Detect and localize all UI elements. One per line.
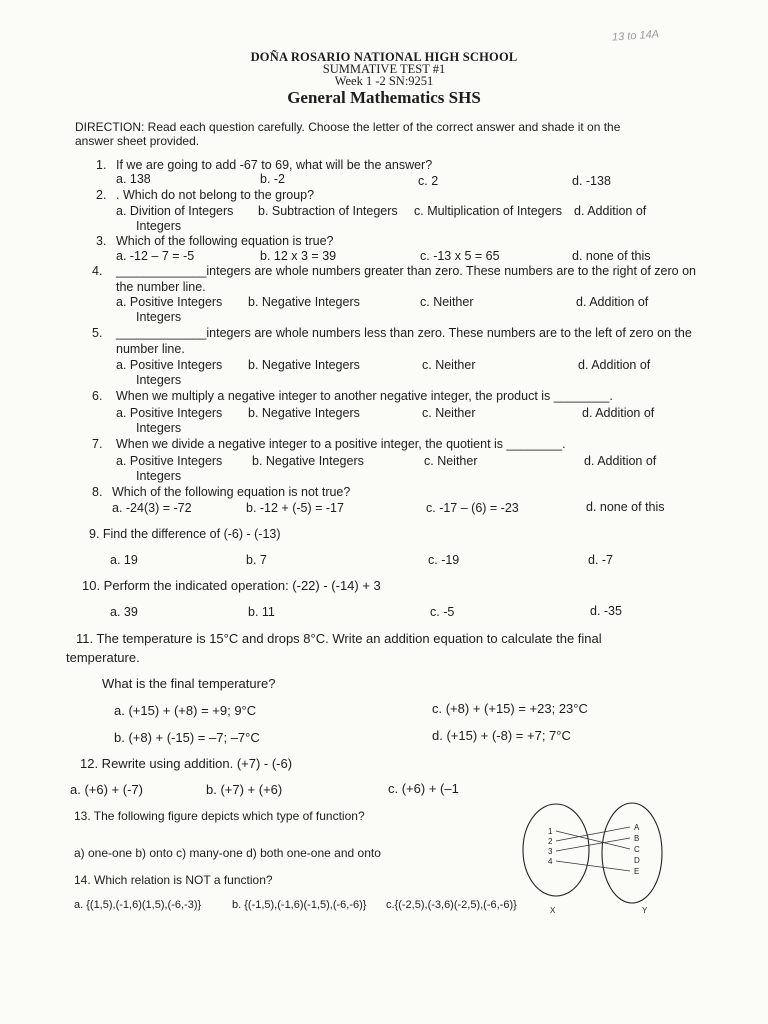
q4-text: _____________integers are whole numbers greater than zero. These numbers are to the right of zero on — [116, 264, 696, 278]
q7-continuation: Integers — [136, 469, 182, 483]
mapping-arrow — [556, 861, 630, 871]
q7-option-b: b. Negative Integers — [252, 454, 364, 468]
q9-option-d: d. -7 — [588, 553, 614, 567]
q10-text: 10. Perform the indicated operation: (-22) - (-14) + 3 — [82, 578, 381, 593]
q4-continuation: Integers — [136, 310, 182, 324]
q14-text: 14. Which relation is NOT a function? — [74, 873, 273, 887]
q6-option-d: d. Addition of — [582, 406, 655, 420]
q2-number: 2. — [96, 188, 107, 202]
q9-text: 9. Find the difference of (-6) - (-13) — [89, 527, 281, 541]
q13-options: a) one-one b) onto c) many-one d) both one-one and onto — [74, 846, 381, 860]
q13-text: 13. The following figure depicts which type of function? — [74, 809, 365, 823]
q10-option-d: d. -35 — [590, 604, 622, 618]
q2-option-b: b. Subtraction of Integers — [258, 204, 398, 218]
q5-option-a: a. Positive Integers — [116, 358, 223, 372]
q4-option-b: b. Negative Integers — [248, 295, 360, 309]
q6-option-a: a. Positive Integers — [116, 406, 223, 420]
test-title: SUMMATIVE TEST #1 — [322, 62, 446, 76]
direction-line-2: answer sheet provided. — [75, 134, 200, 148]
q11-subquestion: What is the final temperature? — [102, 676, 276, 691]
q5-option-d: d. Addition of — [578, 358, 651, 372]
domain-oval — [523, 804, 589, 896]
q3-text: Which of the following equation is true? — [116, 234, 334, 248]
q11-text: 11. The temperature is 15°C and drops 8°C. Write an addition equation to calculate the final — [76, 631, 602, 646]
q9-option-b: b. 7 — [246, 553, 267, 567]
q10-option-c: c. -5 — [430, 605, 455, 619]
domain-item-3: 3 — [548, 847, 553, 856]
q1-option-b: b. -2 — [260, 172, 286, 186]
q11-option-d: d. (+15) + (-8) = +7; 7°C — [432, 728, 571, 743]
q12-option-b: b. (+7) + (+6) — [206, 782, 283, 797]
q8-option-c: c. -17 – (6) = -23 — [426, 501, 519, 515]
q7-option-c: c. Neither — [424, 454, 478, 468]
q4-text-line2: the number line. — [116, 280, 206, 294]
q8-option-b: b. -12 + (-5) = -17 — [246, 501, 344, 515]
q8-option-a: a. -24(3) = -72 — [112, 501, 192, 515]
codomain-item-D: D — [634, 856, 640, 865]
mapping-diagram — [510, 800, 680, 920]
q3-number: 3. — [96, 234, 107, 248]
codomain-item-C: C — [634, 845, 640, 854]
codomain-item-B: B — [634, 834, 640, 843]
q4-option-d: d. Addition of — [576, 295, 649, 309]
q7-number: 7. — [92, 437, 103, 451]
codomain-item-A: A — [634, 823, 640, 832]
q5-option-c: c. Neither — [422, 358, 476, 372]
q4-option-a: a. Positive Integers — [116, 295, 223, 309]
q4-number: 4. — [92, 264, 103, 278]
q12-option-c: c. (+6) + (–1 — [388, 781, 459, 796]
q3-option-c: c. -13 x 5 = 65 — [420, 249, 500, 263]
handwritten-mark: 13 to 14A — [611, 28, 660, 44]
q8-text: Which of the following equation is not true? — [112, 485, 351, 499]
q1-option-c: c. 2 — [418, 174, 439, 188]
q11-text-line2: temperature. — [66, 650, 140, 665]
codomain-label: Y — [642, 906, 648, 915]
direction-line-1: DIRECTION: Read each question carefully. Choose the letter of the correct answer and shade it on the — [75, 120, 621, 134]
codomain-oval — [602, 803, 662, 903]
q2-option-d: d. Addition of — [574, 204, 647, 218]
q6-text: When we multiply a negative integer to another negative integer, the product is ________. — [116, 389, 613, 403]
q14-option-c: c.{(-2,5),(-3,6)(-2,5),(-6,-6)} — [386, 899, 517, 911]
q10-option-a: a. 39 — [110, 605, 138, 619]
school-name: DOÑA ROSARIO NATIONAL HIGH SCHOOL — [250, 50, 518, 64]
q6-continuation: Integers — [136, 421, 182, 435]
domain-item-2: 2 — [548, 837, 553, 846]
q7-option-a: a. Positive Integers — [116, 454, 223, 468]
q6-option-b: b. Negative Integers — [248, 406, 360, 420]
q1-number: 1. — [96, 158, 107, 172]
subject-title: General Mathematics SHS — [287, 88, 481, 107]
q8-option-d: d. none of this — [586, 500, 665, 514]
q6-number: 6. — [92, 389, 103, 403]
q2-option-a: a. Divition of Integers — [116, 204, 234, 218]
q11-option-a: a. (+15) + (+8) = +9; 9°C — [114, 703, 257, 718]
domain-item-1: 1 — [548, 827, 553, 836]
q7-option-d: d. Addition of — [584, 454, 657, 468]
week-line: Week 1 -2 SN:9251 — [334, 74, 434, 88]
codomain-item-E: E — [634, 867, 640, 876]
q12-text: 12. Rewrite using addition. (+7) - (-6) — [80, 756, 293, 771]
domain-item-4: 4 — [548, 857, 553, 866]
q5-text-line2: number line. — [116, 342, 185, 356]
q5-option-b: b. Negative Integers — [248, 358, 360, 372]
q5-number: 5. — [92, 326, 103, 340]
q2-continuation: Integers — [136, 219, 182, 233]
q3-option-d: d. none of this — [572, 249, 651, 263]
q5-text: _____________integers are whole numbers less than zero. These numbers are to the left of zero on the — [116, 326, 692, 340]
q5-continuation: Integers — [136, 373, 182, 387]
domain-label: X — [550, 906, 556, 915]
q3-option-b: b. 12 x 3 = 39 — [260, 249, 337, 263]
q7-text: When we divide a negative integer to a positive integer, the quotient is ________. — [116, 437, 566, 451]
q10-option-b: b. 11 — [248, 605, 275, 619]
q12-option-a: a. (+6) + (-7) — [70, 782, 143, 797]
q8-number: 8. — [92, 485, 103, 499]
q1-option-d: d. -138 — [572, 174, 611, 188]
q4-option-c: c. Neither — [420, 295, 474, 309]
q9-option-a: a. 19 — [110, 553, 138, 567]
q2-text: . Which do not belong to the group? — [116, 188, 315, 202]
q1-text: If we are going to add -67 to 69, what will be the answer? — [116, 158, 433, 172]
q14-option-a: a. {(1,5),(-1,6)(1,5),(-6,-3)} — [74, 899, 202, 911]
q6-option-c: c. Neither — [422, 406, 476, 420]
q3-option-a: a. -12 – 7 = -5 — [116, 249, 195, 263]
q11-option-b: b. (+8) + (-15) = –7; –7°C — [114, 730, 260, 745]
q9-option-c: c. -19 — [428, 553, 460, 567]
q1-option-a: a. 138 — [116, 172, 151, 186]
q11-option-c: c. (+8) + (+15) = +23; 23°C — [432, 701, 588, 716]
q14-option-b: b. {(-1,5),(-1,6)(-1,5),(-6,-6)} — [232, 899, 367, 911]
q2-option-c: c. Multiplication of Integers — [414, 204, 562, 218]
